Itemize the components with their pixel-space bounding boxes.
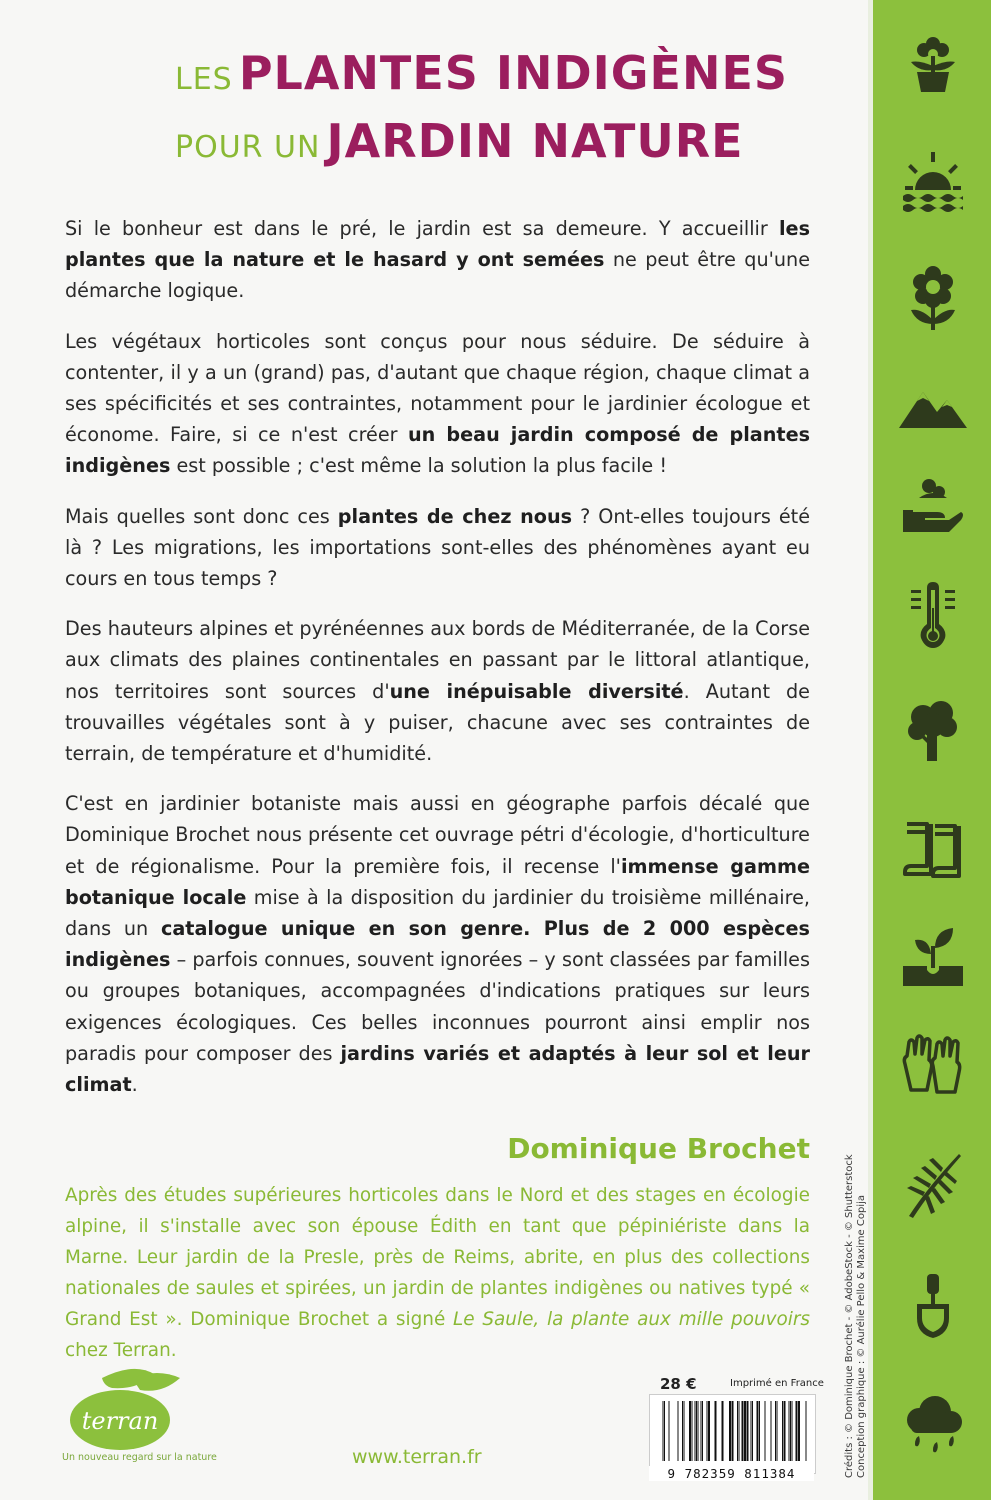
barcode-bar [663,1401,664,1461]
bold-text: catalogue unique en son genre. Plus de 2 000 espèces indigènes [65,917,810,972]
bold-text: immense gamme botanique locale [65,854,810,909]
bold-text: une inépuisable diversité [389,679,684,703]
blurb-paragraph [65,613,810,769]
barcode-bar [696,1401,697,1461]
barcode-bars [650,1395,815,1467]
barcode-bar [752,1401,753,1461]
title-plantes-indigenes: PLANTES INDIGÈNES [238,46,789,100]
text-run: Les végétaux horticoles sont conçus pour nous séduire. De séduire à contenter, il y a un (grand) pas, d'autant que chaque région, chaque climat a ses spécificités et ses contraintes, notamment pour le jardinier écologue et économe. Faire, si ce n'est créer [65,329,810,447]
text-run: C'est en jardinier botaniste mais aussi en géographe parfois décalé que Dominique Brochet nous présente cet ouvrage pétri d'écologie, d'horticulture et de régionalisme. Pour la première fois, il recense l' [65,792,810,878]
barcode-bar [684,1401,685,1461]
barcode-bar [759,1401,760,1461]
flower-icon [897,264,969,336]
fern-icon [897,1148,969,1220]
barcode-bar [798,1401,800,1461]
barcode-bar [792,1401,793,1461]
mountains-icon [897,370,969,442]
title-line-1 [175,46,789,100]
barcode-bar [737,1401,738,1461]
hand-seedling-icon [897,470,969,542]
barcode-bar [771,1401,772,1461]
barcode-bar [742,1401,744,1461]
flower-pot-icon [897,28,969,100]
text-run: Mais quelles sont donc ces [65,504,338,528]
barcode-bar [698,1401,699,1461]
text-run: ne peut être qu'une démarche logique. [65,248,811,303]
text-run: Des hauteurs alpines et pyrénéennes aux bords de Méditerranée, de la Corse aux climats des plaines continentales en passant par le littoral atlantique, nos territoires sont sources d' [65,617,810,703]
barcode-bar [678,1401,679,1461]
barcode-bar [729,1401,731,1461]
barcode-bar [784,1401,786,1461]
barcode-bar [744,1401,746,1461]
author-bio [65,1180,810,1366]
barcode-bar [757,1401,759,1461]
barcode-bar [664,1401,665,1461]
barcode-bar [796,1401,798,1461]
trowel-icon [897,1270,969,1342]
rain-cloud-icon [897,1390,969,1462]
barcode-bar [777,1401,778,1461]
photo-credits [844,1154,868,1478]
barcode-bar [708,1401,710,1461]
bold-text: jardins variés et adaptés à leur sol et leur climat [65,1041,810,1097]
title-word-pour-un: POUR UN [175,130,321,165]
text-run: mise à la disposition du jardinier du troisième millénaire, dans un [65,885,810,941]
title-jardin-nature: JARDIN NATURE [326,114,744,168]
barcode-bar [782,1401,783,1461]
bold-text: plantes de chez nous [337,504,573,528]
barcode-bar [669,1401,670,1461]
text-run: Après des études supérieures horticoles dans le Nord et des stages en écologie alpine, il s'installe avec son épouse Édith en tant que pépiniériste dans la Marne. Leur jardin de la Presle, près de Reims, abrite, en plus des collections nationales de saules et spirées, un jardin de plantes indigènes ou natives typé « Grand Est ». Dominique Brochet a signé [65,1185,810,1330]
barcode-bar [692,1401,693,1461]
terran-logo-mark [62,1360,192,1460]
text-run: ? Ont-elles toujours été là ? Les migrations, les importations sont-elles des phénomènes ayant eu cours en tous temps ? [65,504,810,591]
tree-icon [897,695,969,767]
barcode-bar [751,1401,752,1461]
barcode-bar [789,1401,790,1461]
title-word-les: LES [175,62,233,97]
printed-in: Imprimé en France [730,1378,824,1389]
barcode-bar [739,1401,740,1461]
barcode-bar [702,1401,703,1461]
gloves-icon [897,1030,969,1102]
text-run: . [131,1073,138,1097]
credits-line-2: Conception graphique : © Aurélie Pello & Maxime Copija [856,1195,867,1478]
terran-logo [62,1360,192,1460]
barcode-bar [701,1401,702,1461]
blurb-paragraph [65,213,810,307]
bold-text: un beau jardin composé de plantes indigènes [65,423,810,478]
barcode-bar [775,1401,776,1461]
blurb-paragraph [65,501,810,595]
credits-line-1: Crédits : © Dominique Brochet - © AdobeStock - © Shutterstock [844,1154,855,1478]
blurb [65,213,810,1119]
barcode-bar [722,1401,724,1461]
barcode-bar [806,1401,807,1461]
barcode-bar [695,1401,696,1461]
publisher-website[interactable]: www.terran.fr [352,1446,482,1468]
terran-logo-text: terran [81,1407,159,1435]
barcode-bar [765,1401,766,1461]
title-line-2 [175,114,744,168]
barcode-bar [715,1401,717,1461]
price: 28 € [660,1375,697,1393]
text-run: Si le bonheur est dans le pré, le jardin est sa demeure. Y accueillir [65,217,779,240]
barcode-bar [790,1401,791,1461]
sprout-icon [897,920,969,992]
blurb-paragraph [65,326,810,482]
barcode-bar [747,1401,749,1461]
author-name: Dominique Brochet [507,1132,810,1165]
bold-text: les plantes que la nature et le hasard y ont semées [65,217,810,272]
barcode [649,1394,816,1474]
isbn-number: 9 782359 811384 [649,1466,814,1481]
thermometer-icon [897,580,969,652]
barcode-bar [682,1401,683,1461]
sunset-water-icon [897,146,969,218]
text-run: chez Terran. [65,1340,177,1361]
italic-title: Le Saule, la plante aux mille pouvoirs [453,1309,810,1330]
text-run: – parfois connues, souvent ignorées – y sont classées par familles ou groupes botaniques, accompagnées d'indications pratiques sur leurs exigences écologiques. Ces belles inconnues pourront ainsi emplir nos paradis pour composer des [65,948,810,1065]
barcode-bar [689,1401,691,1461]
barcode-bar [707,1401,708,1461]
text-run: est possible ; c'est même la solution la plus facile ! [170,454,668,478]
barcode-bar [732,1401,734,1461]
publisher-tagline: Un nouveau regard sur la nature [62,1452,217,1463]
blurb-paragraph [65,788,810,1100]
text-run: . Autant de trouvailles végétales sont à y puiser, chacune avec ses contraintes de terrain, de température et d'humidité. [65,679,810,766]
boots-icon [897,812,969,884]
